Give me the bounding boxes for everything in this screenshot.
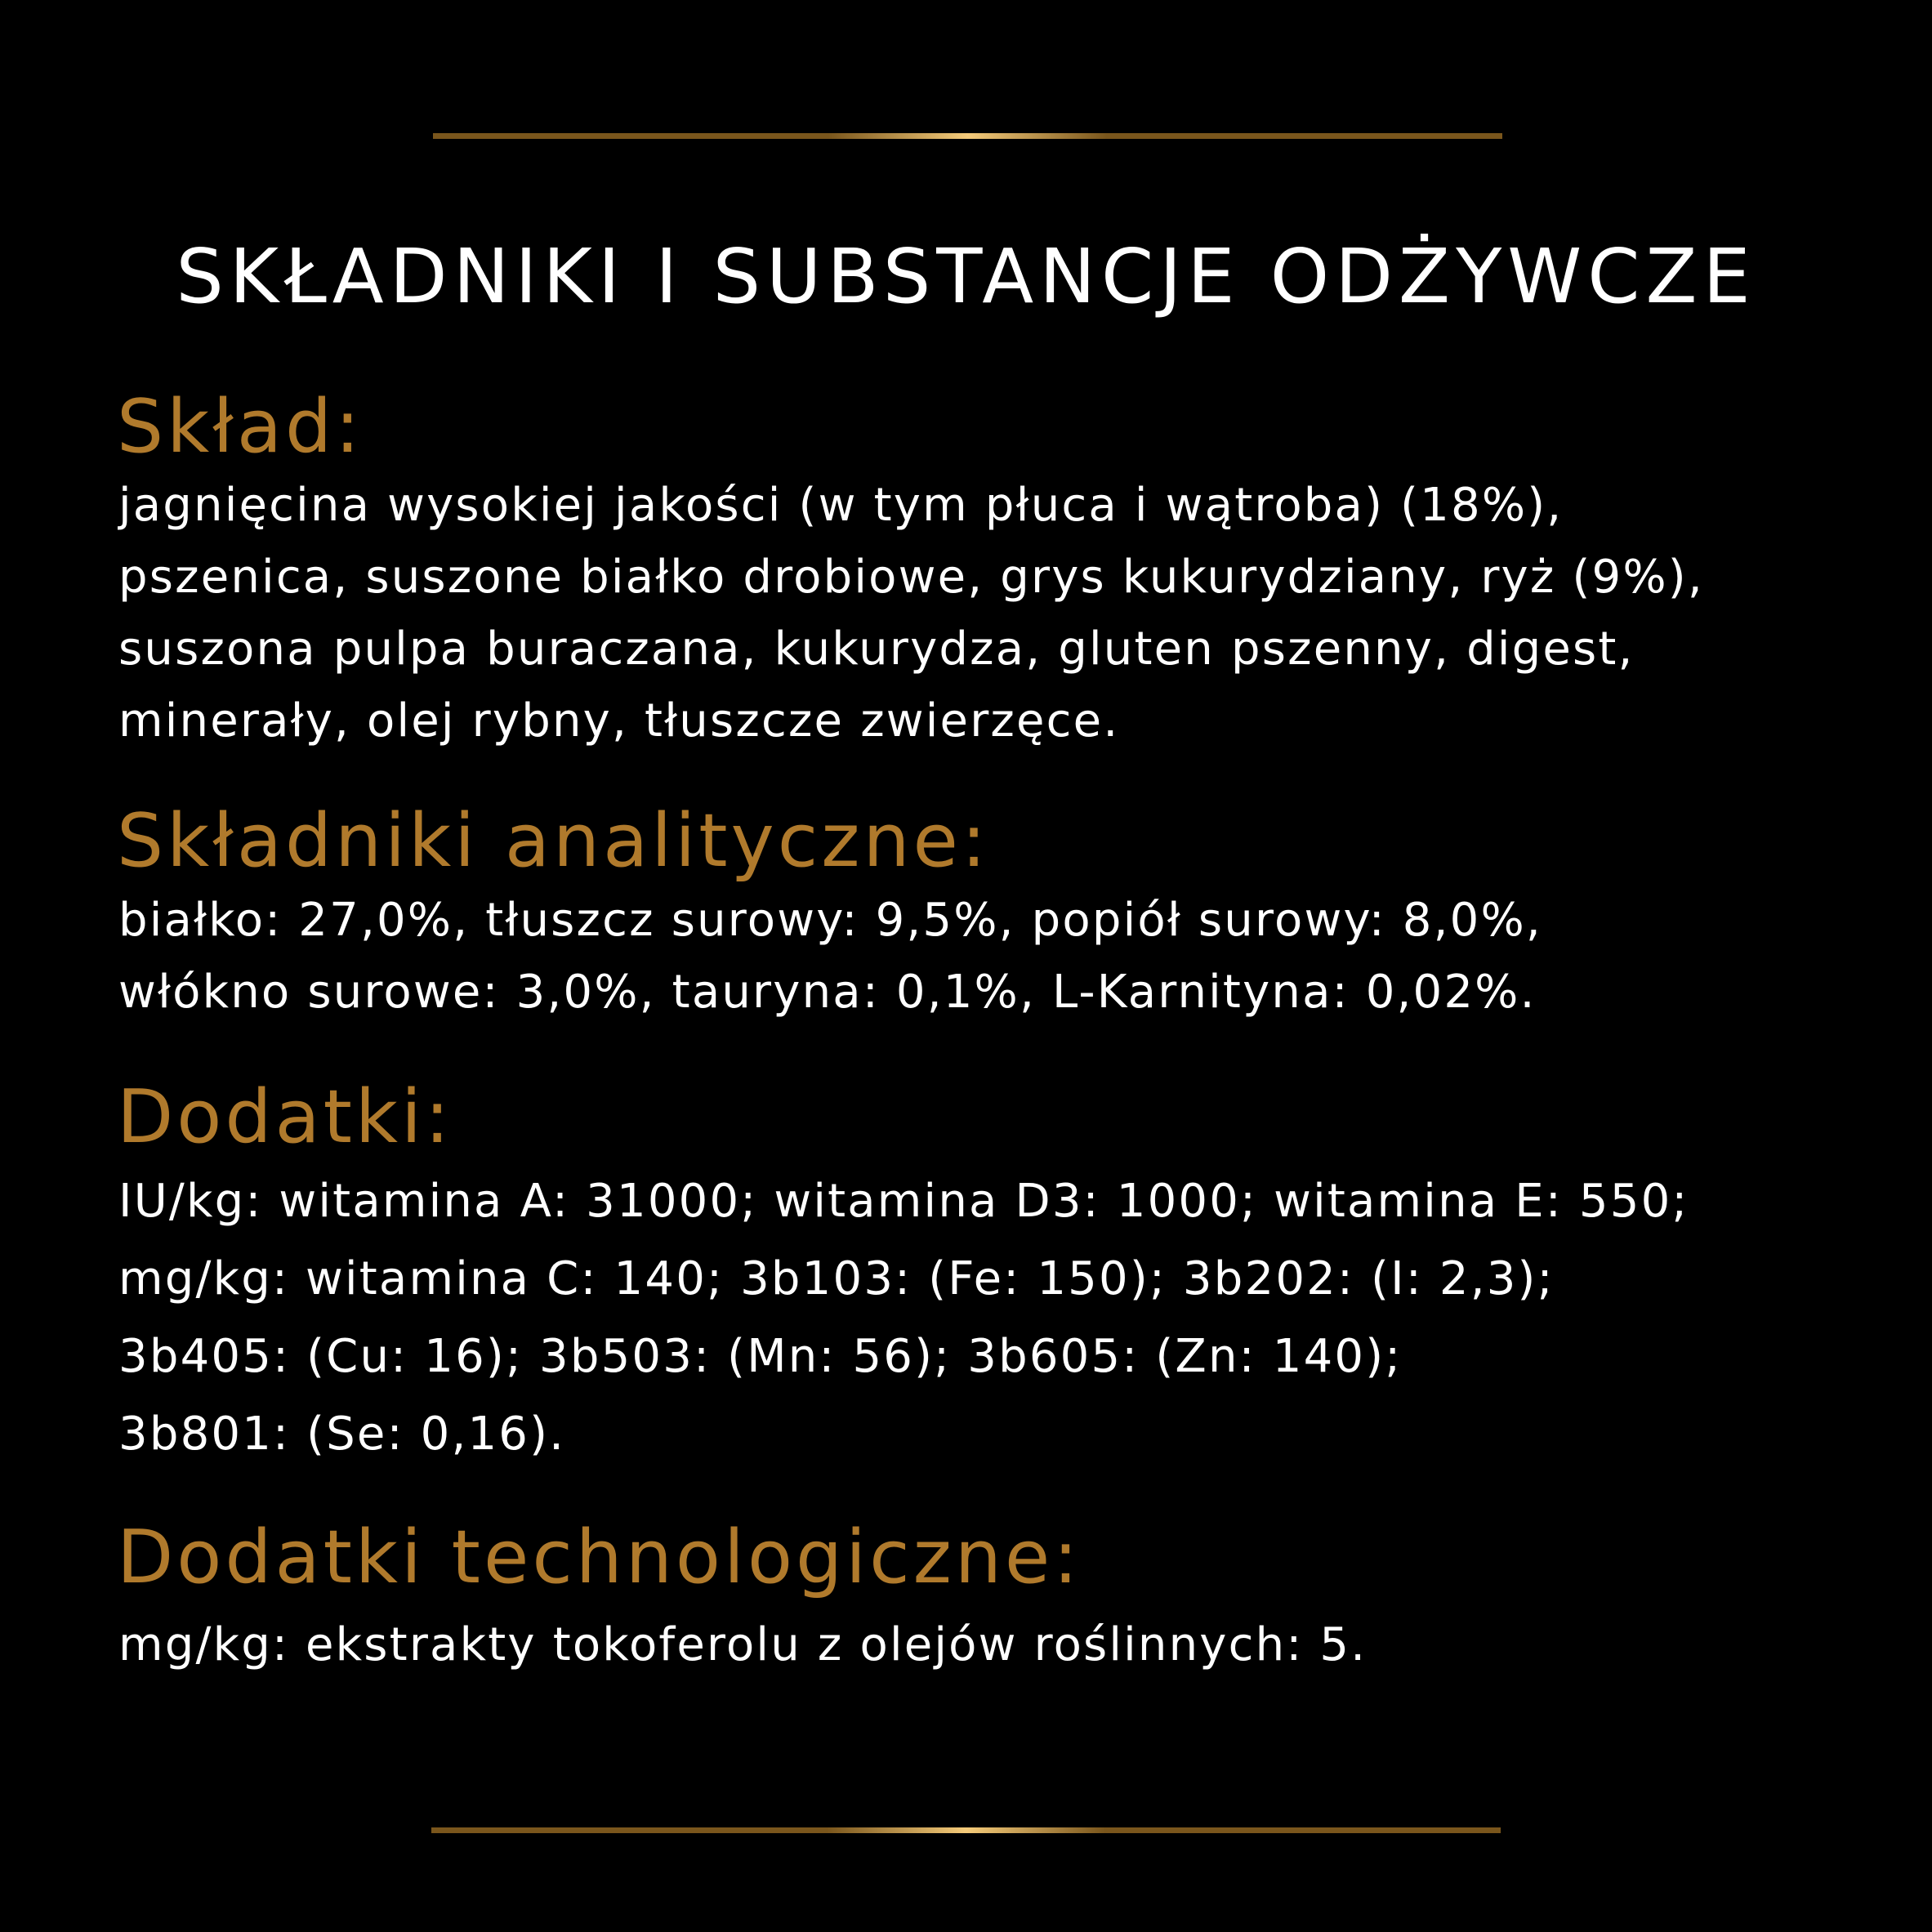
section-body-skladniki-analityczne	[118, 885, 1542, 1028]
text-line: białko: 27,0%, tłuszcz surowy: 9,5%, popiół surowy: 8,0%,	[118, 894, 1542, 947]
page-title: SKŁADNIKI I SUBSTANCJE ODŻYWCZE	[176, 233, 1756, 320]
text-line: włókno surowe: 3,0%, tauryna: 0,1%, L-Karnityna: 0,02%.	[118, 966, 1537, 1019]
text-line: mg/kg: witamina C: 140; 3b103: (Fe: 150); 3b202: (I: 2,3);	[118, 1252, 1555, 1305]
text-line: 3b801: (Se: 0,16).	[118, 1408, 566, 1461]
text-line: jagnięcina wysokiej jakości (w tym płuca i wątroba) (18%),	[118, 479, 1564, 532]
section-body-dodatki	[118, 1162, 1689, 1473]
section-body-sklad	[118, 470, 1704, 757]
text-line: pszenica, suszone białko drobiowe, grys kukurydziany, ryż (9%),	[118, 551, 1704, 604]
text-line: minerały, olej rybny, tłuszcze zwierzęce.	[118, 694, 1120, 747]
bottom-gold-divider	[431, 1827, 1501, 1833]
section-heading-dodatki: Dodatki:	[117, 1074, 453, 1160]
section-heading-skladniki-analityczne: Składniki analityczne:	[117, 798, 990, 884]
section-heading-dodatki-technologiczne: Dodatki technologiczne:	[117, 1515, 1082, 1600]
top-gold-divider	[433, 133, 1502, 139]
text-line: IU/kg: witamina A: 31000; witamina D3: 1000; witamina E: 550;	[118, 1175, 1689, 1228]
text-line: suszona pulpa buraczana, kukurydza, gluten pszenny, digest,	[118, 622, 1635, 676]
text-line: 3b405: (Cu: 16); 3b503: (Mn: 56); 3b605: (Zn: 140);	[118, 1330, 1403, 1383]
text-line: mg/kg: ekstrakty tokoferolu z olejów roślinnych: 5.	[118, 1618, 1368, 1671]
section-body-dodatki-technologiczne	[118, 1609, 1367, 1681]
section-heading-sklad: Skład:	[117, 384, 364, 470]
